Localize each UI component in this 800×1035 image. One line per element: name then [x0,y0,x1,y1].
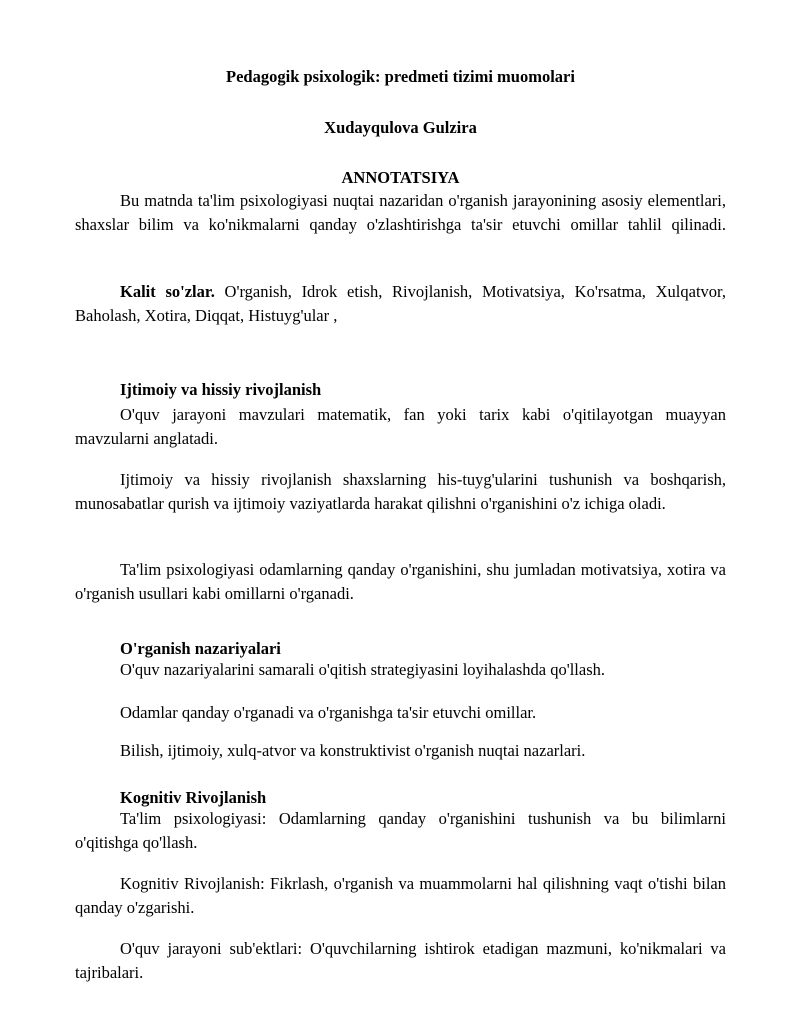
section-paragraph: Ijtimoiy va hissiy rivojlanish shaxslarning his-tuyg'ularini tushunish va boshqarish, munosabatlar qurish va ijtimoiy vaziyatlarda harakat qilishni o'rganishini o'z ichiga oladi. [75,470,726,513]
keywords-paragraph [75,280,726,327]
section-paragraph: Ta'lim psixologiyasi odamlarning qanday o'rganishini, shu jumladan motivatsiya, xotira va o'rganish usullari kabi omillarni o'rganadi. [75,560,726,603]
section-line: O'quv nazariyalarini samarali o'qitish strategiyasini loyihalashda qo'llash. [120,660,606,679]
keywords-list: O'rganish, Idrok etish, Rivojlanish, Motivatsiya, Ko'rsatma, Xulqatvor, Baholash, Xotira, Diqqat, Histuyg'ular , [75,282,726,325]
author-name: Xudayqulova Gulzira [324,118,477,137]
annotation-heading: ANNOTATSIYA [341,168,460,187]
section-line: Odamlar qanday o'rganadi va o'rganishga ta'sir etuvchi omillar. [120,703,537,722]
document-title: Pedagogik psixologik: predmeti tizimi muomolari [226,67,575,86]
section-line: Bilish, ijtimoiy, xulq-atvor va konstruktivist o'rganish nuqtai nazarlari. [120,741,586,760]
section-heading: Ijtimoiy va hissiy rivojlanish [120,380,322,399]
section-heading: Kognitiv Rivojlanish [120,788,267,807]
section-paragraph: Ta'lim psixologiyasi: Odamlarning qanday o'rganishini tushunish va bu bilimlarni o'qitishga qo'llash. [75,809,726,852]
section-heading: O'rganish nazariyalari [120,639,281,658]
section-paragraph: O'quv jarayoni sub'ektlari: O'quvchilarning ishtirok etadigan mazmuni, ko'nikmalari va tajribalari. [75,939,726,982]
section-paragraph: O'quv jarayoni mavzulari matematik, fan yoki tarix kabi o'qitilayotgan muayyan mavzularni anglatadi. [75,405,726,448]
annotation-paragraph: Bu matnda ta'lim psixologiyasi nuqtai nazaridan o'rganish jarayonining asosiy elementlari, shaxslar bilim va ko'nikmalarni qanday o'zlashtirishga ta'sir etuvchi omillar tahlil qilinadi. [75,191,726,234]
section-paragraph: Kognitiv Rivojlanish: Fikrlash, o'rganish va muammolarni hal qilishning vaqt o'tishi bilan qanday o'zgarishi. [75,874,726,917]
keywords-label: Kalit so'zlar. [120,282,215,301]
